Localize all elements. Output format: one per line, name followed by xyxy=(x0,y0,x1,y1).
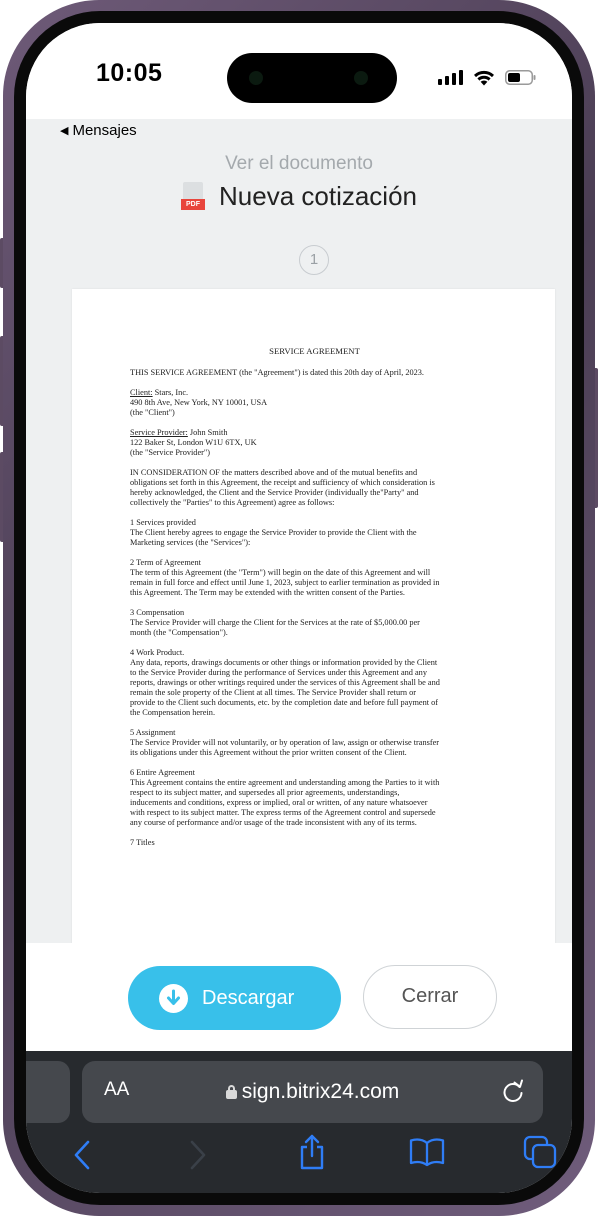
tabs-icon[interactable] xyxy=(523,1135,557,1169)
provider-address: 122 Baker St, London W1U 6TX, UK xyxy=(130,438,257,447)
document-section xyxy=(130,558,503,598)
document-heading: SERVICE AGREEMENT xyxy=(269,346,360,356)
section-line: inducements and conditions, express or implied, oral or written, of any nature whatsoever xyxy=(130,798,428,807)
client-alias: (the "Client") xyxy=(130,408,175,417)
pdf-file-icon xyxy=(181,182,205,212)
previous-tab-stub[interactable] xyxy=(26,1061,70,1123)
section-line: The Service Provider will not voluntarily, or by operation of law, assign or otherwise transfer xyxy=(130,738,440,747)
download-button-label: Descargar xyxy=(202,986,295,1009)
phone-bezel xyxy=(14,11,584,1205)
document-section xyxy=(130,768,503,828)
status-time: 10:05 xyxy=(96,59,163,87)
phone-frame xyxy=(3,0,595,1216)
client-label: Client: xyxy=(130,388,153,397)
back-to-messages-link[interactable] xyxy=(60,122,137,139)
dynamic-island xyxy=(227,53,397,103)
consideration-line: IN CONSIDERATION OF the matters described above and of the mutual benefits and xyxy=(130,468,418,477)
section-title: 4 Work Product. xyxy=(130,648,185,657)
cellular-signal-icon xyxy=(438,69,463,85)
section-line: This Agreement contains the entire agreement and understanding among the Parties to it with xyxy=(130,778,440,787)
phone-screen xyxy=(26,23,572,1193)
battery-icon xyxy=(505,70,536,85)
browser-toolbar xyxy=(26,1051,572,1193)
section-line: remain in full force and effect until June 1, 2023, subject to earlier termination as provided in xyxy=(130,578,440,587)
section-title: 5 Assignment xyxy=(130,728,176,737)
back-triangle-icon: ◀ xyxy=(60,125,69,137)
document-title-row xyxy=(26,181,572,212)
section-line: to the Service Provider during the performance of Services under this Agreement and any xyxy=(130,668,427,677)
section-line: this Agreement. The Term may be extended with the written consent of the Parties. xyxy=(130,588,405,597)
section-line: provide to the Client such documents, etc. by the completion date and before full payment of xyxy=(130,698,439,707)
back-link-label: Mensajes xyxy=(72,122,137,139)
provider-block xyxy=(130,428,503,458)
bookmarks-icon[interactable] xyxy=(409,1137,445,1167)
provider-alias: (the "Service Provider") xyxy=(130,448,211,457)
browser-tool-row xyxy=(26,1139,572,1193)
page-number-badge: 1 xyxy=(299,245,329,275)
section-line: remain the sole property of the Client at all times. The Service Provider shall return or xyxy=(130,688,417,697)
provider-name: John Smith xyxy=(187,428,228,437)
document-section xyxy=(130,518,503,548)
section-line: Any data, reports, drawings documents or other things or information provided by the Client xyxy=(130,658,438,667)
status-icons xyxy=(438,67,536,87)
section-line: month (the "Compensation"). xyxy=(130,628,228,637)
text-size-label: AA xyxy=(104,1079,130,1100)
wifi-icon xyxy=(473,69,495,86)
client-block xyxy=(130,388,503,418)
section-title: 1 Services provided xyxy=(130,518,196,527)
camera-icon xyxy=(354,71,368,85)
viewer-subtitle: Ver el documento xyxy=(225,153,373,174)
consideration-line: collectively the "Parties" to this Agreement) agree as follows: xyxy=(130,498,335,507)
section-line: the Compensation herein. xyxy=(130,708,216,717)
close-button[interactable]: Cerrar xyxy=(363,965,497,1029)
document-page[interactable] xyxy=(72,289,555,969)
action-bar xyxy=(26,943,572,1051)
document-title: Nueva cotización xyxy=(219,181,417,211)
reload-icon[interactable] xyxy=(501,1078,525,1104)
client-name: Stars, Inc. xyxy=(152,388,189,397)
section-line: Marketing services (the "Services"): xyxy=(130,538,251,547)
download-button[interactable] xyxy=(128,966,341,1030)
section-title: 7 Titles xyxy=(130,838,155,847)
sensor-icon xyxy=(249,71,263,85)
document-intro: THIS SERVICE AGREEMENT (the "Agreement") is dated this 20th day of April, 2023. xyxy=(130,368,425,377)
provider-label: Service Provider: xyxy=(130,428,188,437)
section-line: reports, drawings or other writings required under the services of this Agreement shall be and xyxy=(130,678,440,687)
consideration-line: obligations set forth in this Agreement, the receipt and sufficiency of which consideration is xyxy=(130,478,435,487)
section-title: 2 Term of Agreement xyxy=(130,558,201,567)
section-line: any course of performance and/or usage of the trade inconsistent with any of its terms. xyxy=(130,818,417,827)
section-title: 3 Compensation xyxy=(130,608,185,617)
document-section xyxy=(130,648,503,718)
section-line: The Client hereby agrees to engage the Service Provider to provide the Client with the xyxy=(130,528,417,537)
client-address: 490 8th Ave, New York, NY 10001, USA xyxy=(130,398,268,407)
url-text: sign.bitrix24.com xyxy=(241,1080,400,1103)
document-section xyxy=(130,838,503,848)
section-line: with respect to its subject matter. The express terms of the Agreement control and supersede xyxy=(130,808,436,817)
consideration-paragraph xyxy=(130,468,503,508)
section-line: its obligations under this Agreement without the prior written consent of the Client. xyxy=(130,748,407,757)
back-arrow-icon[interactable] xyxy=(72,1139,94,1171)
document-section xyxy=(130,608,503,638)
section-title: 6 Entire Agreement xyxy=(130,768,195,777)
section-line: respect to its subject matter, and supersedes all prior agreements, understandings, xyxy=(130,788,400,797)
lock-icon xyxy=(226,1085,237,1099)
download-icon xyxy=(159,984,188,1013)
address-bar[interactable] xyxy=(82,1061,543,1123)
document-section xyxy=(130,728,503,758)
pdf-file-icon-tag: PDF xyxy=(181,199,205,210)
forward-arrow-icon[interactable] xyxy=(186,1139,208,1171)
section-line: The term of this Agreement (the "Term") will begin on the date of this Agreement and will xyxy=(130,568,431,577)
share-icon[interactable] xyxy=(298,1133,326,1171)
document-sections xyxy=(130,518,503,848)
section-line: The Service Provider will charge the Client for the Services at the rate of $5,000.00 per xyxy=(130,618,420,627)
consideration-line: hereby acknowledged, the Client and the Service Provider (individually the"Party" and xyxy=(130,488,419,497)
document-viewer xyxy=(26,143,572,943)
status-bar xyxy=(26,23,572,139)
